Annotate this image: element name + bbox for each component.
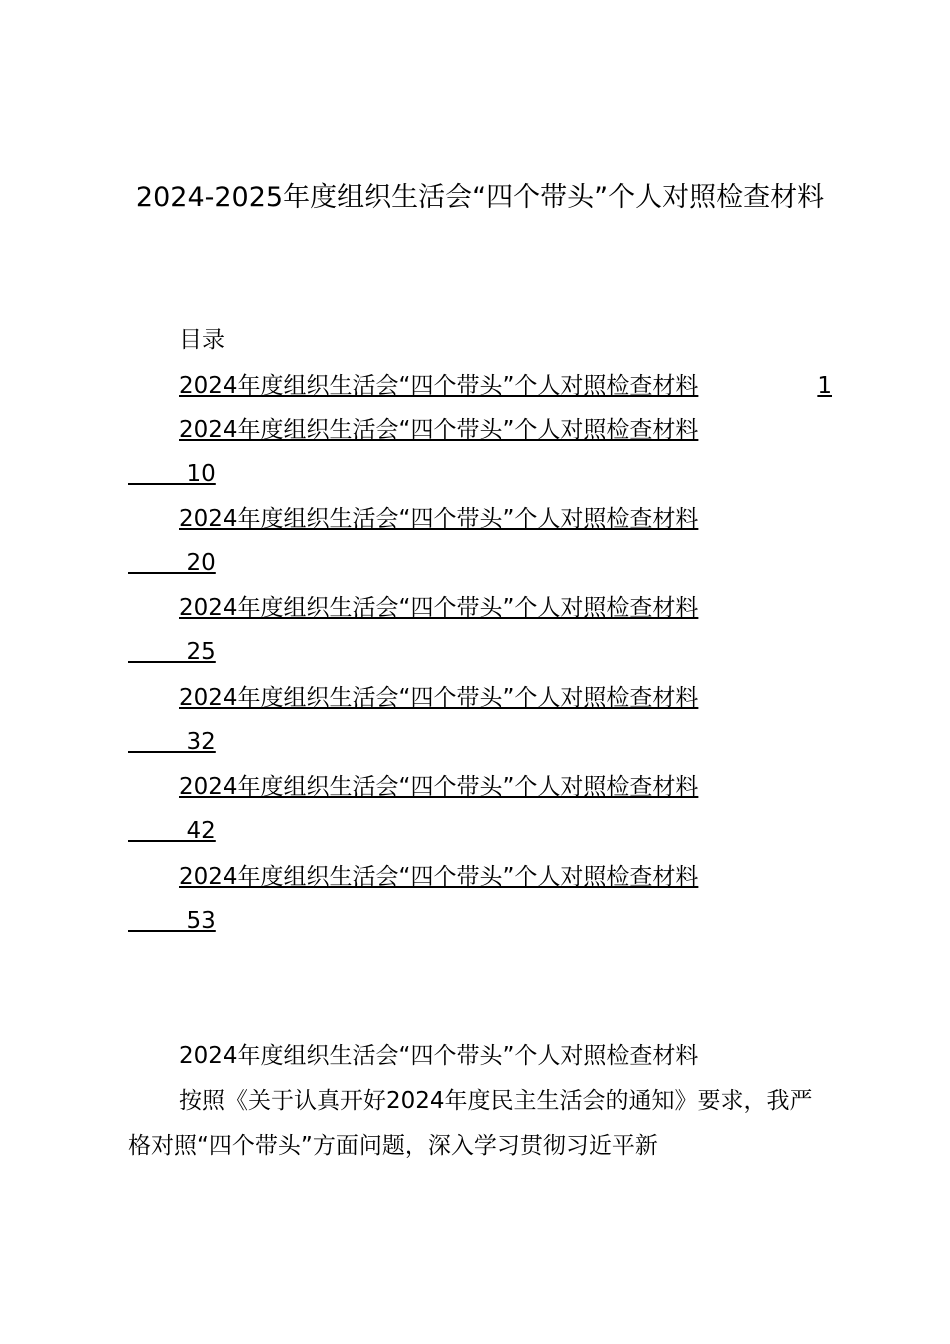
toc-entry-page[interactable]: 42 <box>186 818 216 844</box>
toc-entry-page-line[interactable] <box>128 720 832 764</box>
toc-entry-4[interactable] <box>128 586 832 674</box>
document-title: 2024-2025年度组织生活会“四个带头”个人对照检查材料 <box>135 182 825 213</box>
toc-entry-page-line[interactable] <box>128 899 832 943</box>
toc-entry-5[interactable] <box>128 676 832 764</box>
toc-entry-3[interactable] <box>128 497 832 585</box>
toc-heading: 目录 <box>179 327 225 353</box>
toc-entry-text[interactable]: 2024年度组织生活会“四个带头”个人对照检查材料 <box>179 373 699 399</box>
toc-entry-page[interactable]: 10 <box>186 461 216 487</box>
toc-entry-text[interactable]: 2024年度组织生活会“四个带头”个人对照检查材料 <box>179 864 699 890</box>
toc-entry-1[interactable] <box>179 364 832 408</box>
toc-entry-page[interactable]: 32 <box>186 729 216 755</box>
toc-entry-6[interactable] <box>128 765 832 853</box>
toc-entry-text[interactable]: 2024年度组织生活会“四个带头”个人对照检查材料 <box>179 506 699 532</box>
toc-entry-page-line[interactable] <box>128 541 832 585</box>
toc-entry-page-line[interactable] <box>128 809 832 853</box>
toc-entry-text[interactable]: 2024年度组织生活会“四个带头”个人对照检查材料 <box>179 417 699 443</box>
toc-entry-text[interactable]: 2024年度组织生活会“四个带头”个人对照检查材料 <box>179 685 699 711</box>
toc-entry-page[interactable]: 1 <box>817 373 832 399</box>
section-heading: 2024年度组织生活会“四个带头”个人对照检查材料 <box>179 1043 699 1069</box>
body-paragraph: 按照《关于认真开好2024年度民主生活会的通知》要求，我严格对照“四个带头”方面问题，深入学习贯彻习近平新 <box>128 1088 813 1159</box>
toc-entry-page-line[interactable] <box>128 630 832 674</box>
toc-entry-text[interactable]: 2024年度组织生活会“四个带头”个人对照检查材料 <box>179 774 699 800</box>
toc-entry-text[interactable]: 2024年度组织生活会“四个带头”个人对照检查材料 <box>179 595 699 621</box>
toc-entry-page[interactable]: 20 <box>186 550 216 576</box>
toc-entry-7[interactable] <box>128 855 832 943</box>
toc-entry-page[interactable]: 25 <box>186 639 216 665</box>
toc-entry-page[interactable]: 53 <box>186 908 216 934</box>
toc-entry-2[interactable] <box>128 408 832 496</box>
toc-entry-page-line[interactable] <box>128 452 832 496</box>
